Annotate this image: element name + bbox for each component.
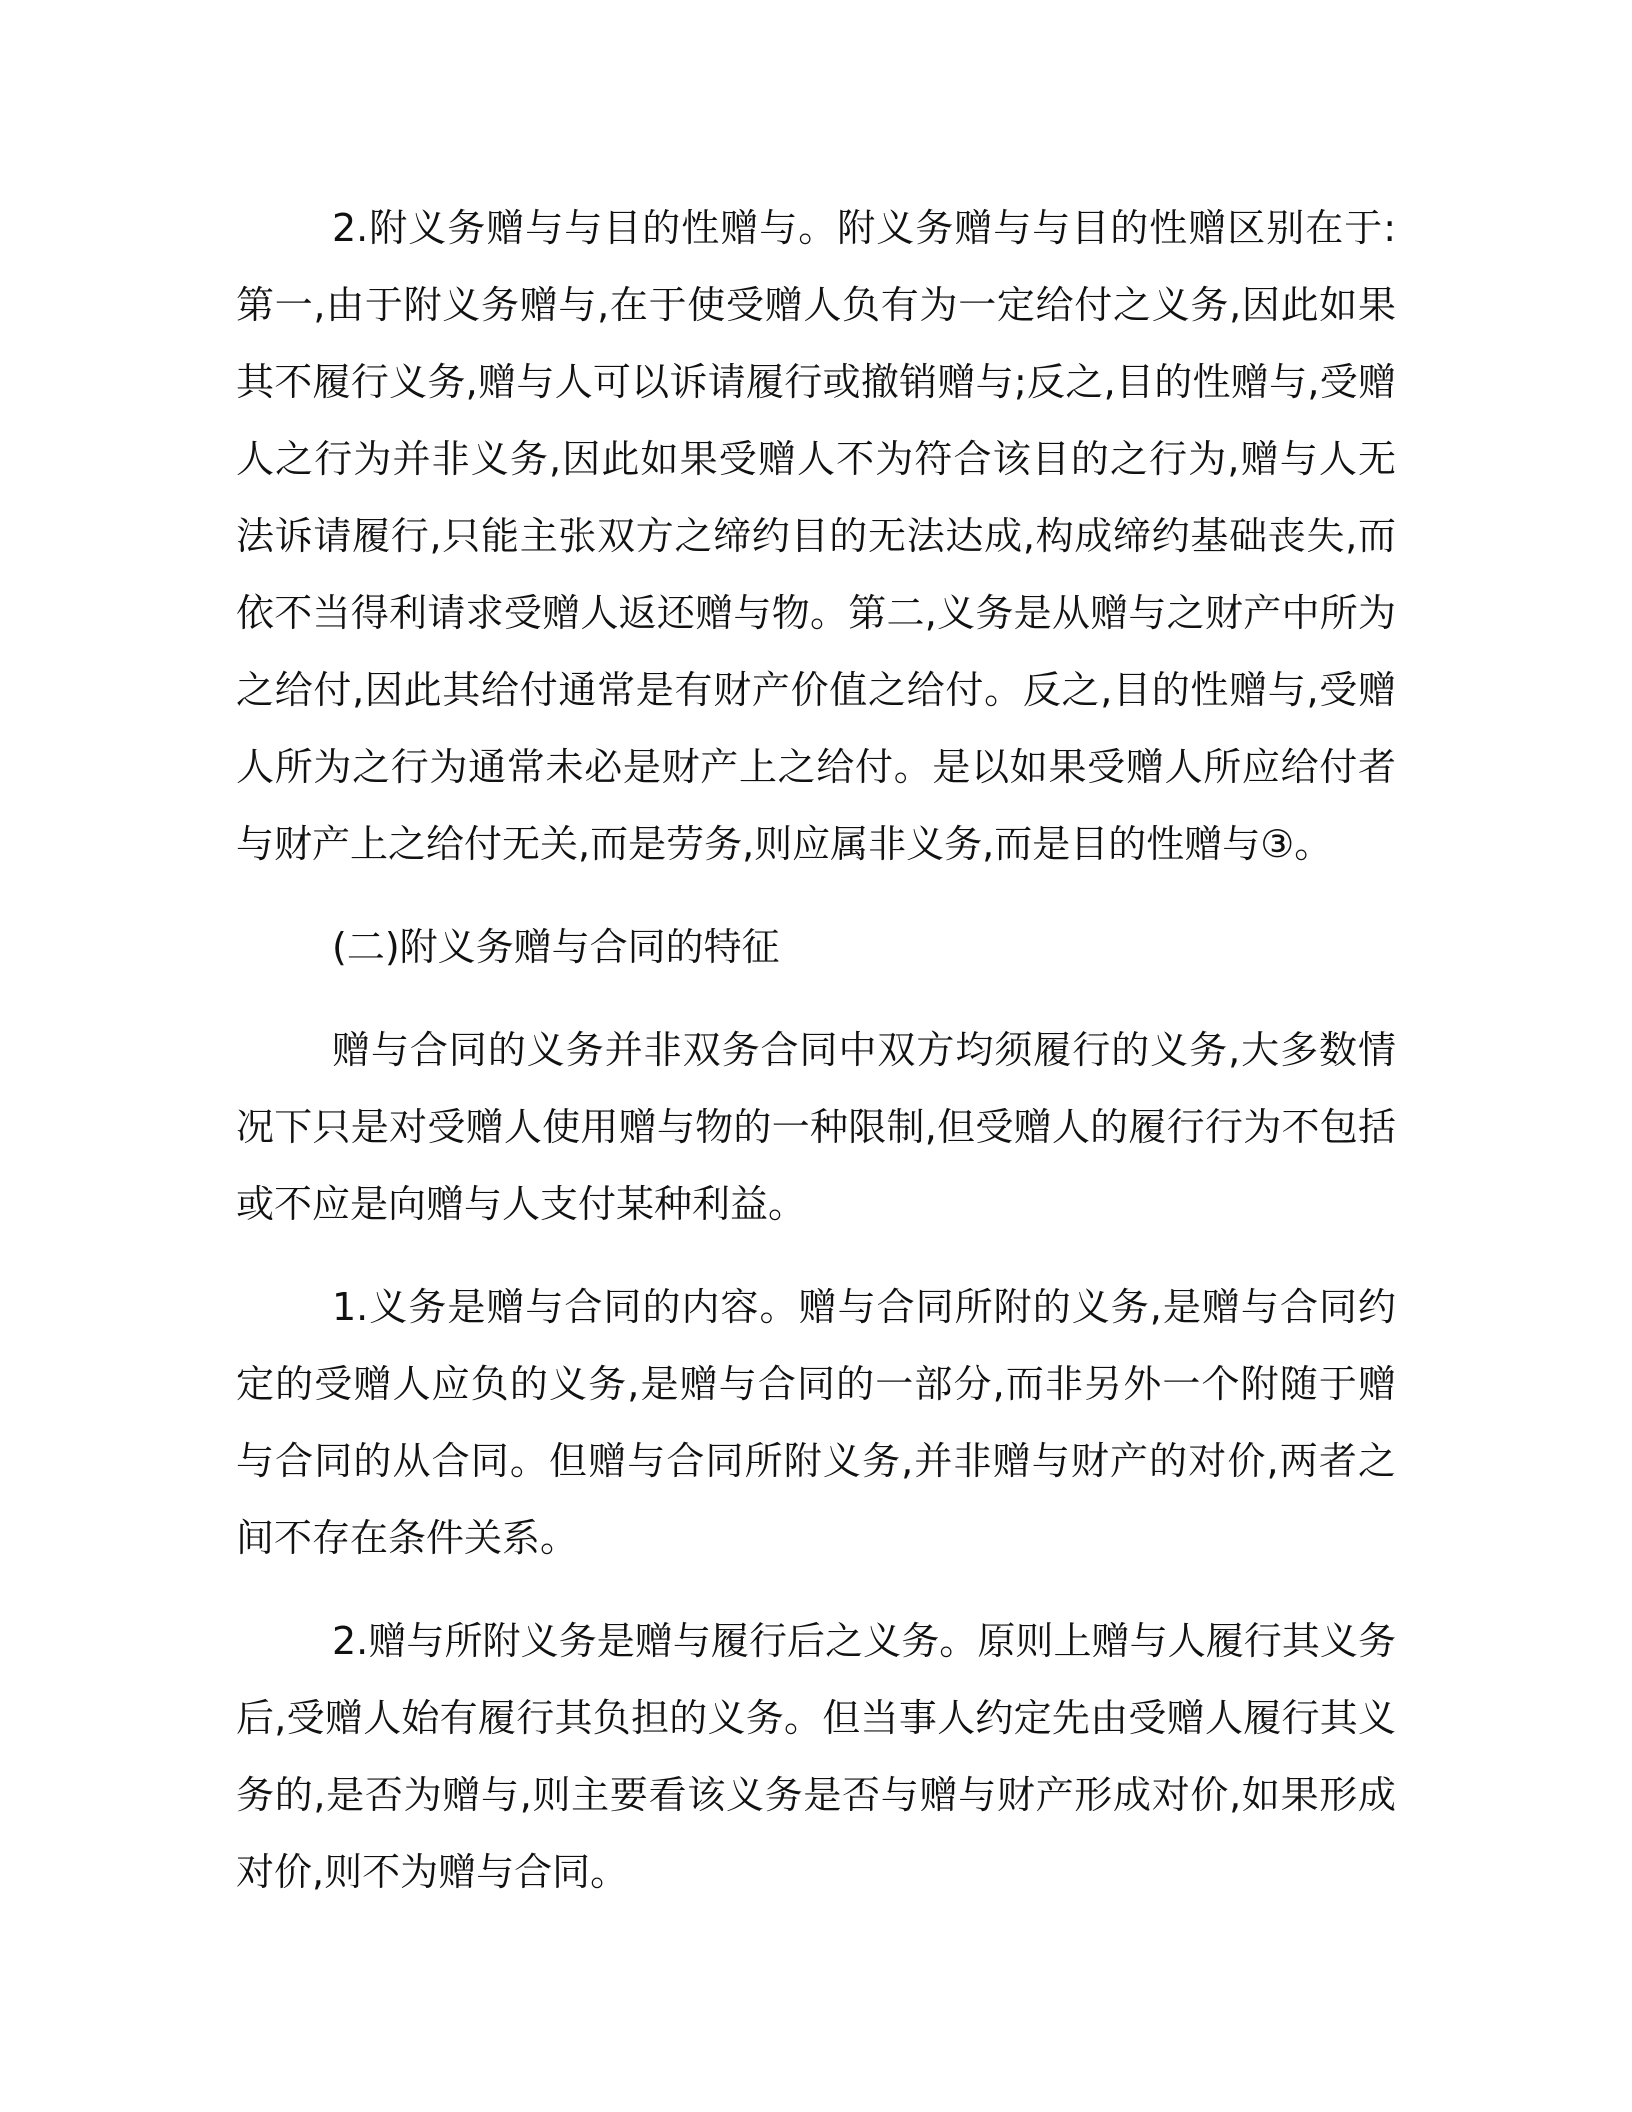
section-heading-characteristics: (二)附义务赠与合同的特征 (332, 925, 780, 969)
paragraph-obligation-after-performance: 2.赠与所附义务是赠与履行后之义务。原则上赠与人履行其义务后,受赠人始有履行其负担的义务。但当事人约定先由受赠人履行其义务的,是否为赠与,则主要看该义务是否与赠与财产形成对价,如果形成对价,则不为赠与合同。 (236, 1619, 1396, 1894)
paragraph-obligation-as-content: 1.义务是赠与合同的内容。赠与合同所附的义务,是赠与合同约定的受赠人应负的义务,是赠与合同的一部分,而非另外一个附随于赠与合同的从合同。但赠与合同所附义务,并非赠与财产的对价,两者之间不存在条件关系。 (236, 1285, 1396, 1560)
paragraph-purposive-vs-obligatory-gift: 2.附义务赠与与目的性赠与。附义务赠与与目的性赠区别在于:第一,由于附义务赠与,在于使受赠人负有为一定给付之义务,因此如果其不履行义务,赠与人可以诉请履行或撤销赠与;反之,目的性赠与,受赠人之行为并非义务,因此如果受赠人不为符合该目的之行为,赠与人无法诉请履行,只能主张双方之缔约目的无法达成,构成缔约基础丧失,而依不当得利请求受赠人返还赠与物。第二,义务是从赠与之财产中所为之给付,因此其给付通常是有财产价值之给付。反之,目的性赠与,受赠人所为之行为通常未必是财产上之给付。是以如果受赠人所应给付者与财产上之给付无关,而是劳务,则应属非义务,而是目的性赠与③。 (236, 206, 1396, 866)
paragraph-nature-of-obligation: 赠与合同的义务并非双务合同中双方均须履行的义务,大多数情况下只是对受赠人使用赠与物的一种限制,但受赠人的履行行为不包括或不应是向赠与人支付某种利益。 (236, 1028, 1396, 1226)
document-page (236, 190, 1396, 1911)
